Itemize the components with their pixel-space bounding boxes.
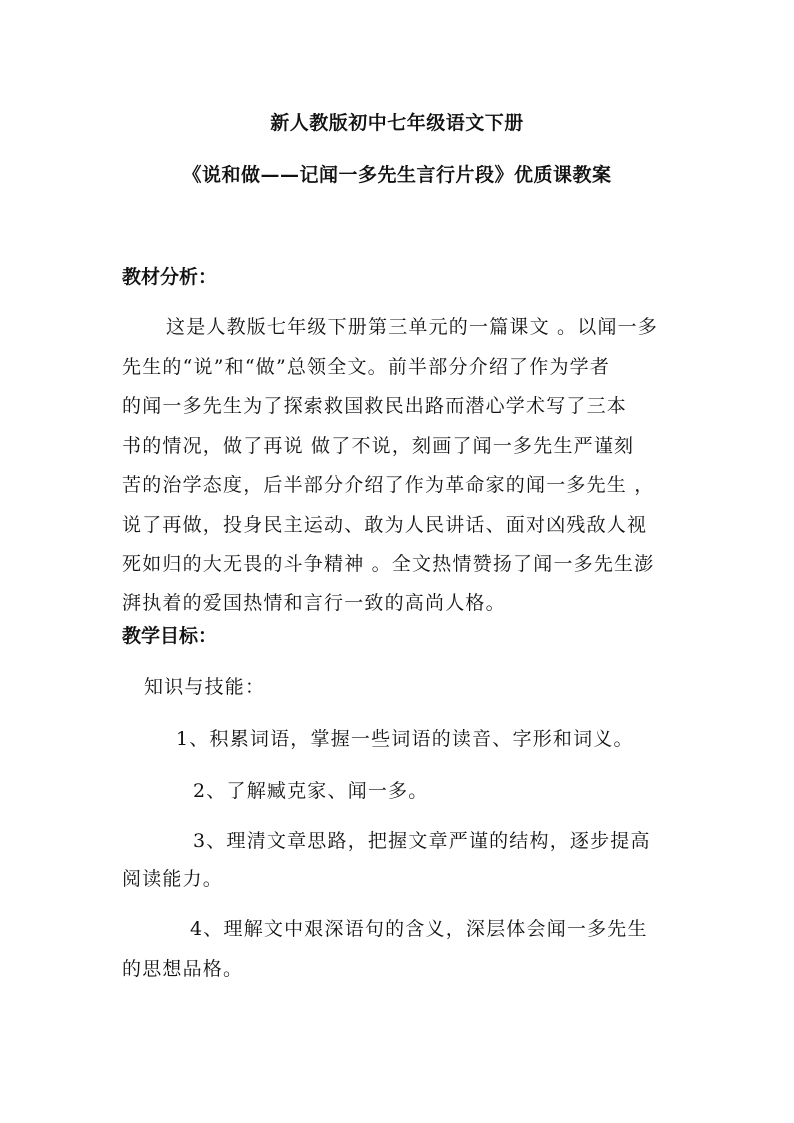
objective-item: 4、理解文中艰深语句的含义，深层体会闻一多先生 [190, 918, 648, 940]
objective-item: 2、了解臧克家、闻一多。 [193, 780, 429, 802]
paragraph-line: 说了再做，投身民主运动、敢为人民讲话、面对凶残敌人视 [122, 514, 648, 536]
document-title: 新人教版初中七年级语文下册 [270, 112, 524, 134]
paragraph-line: 书的情况，做了再说 做了不说，刻画了闻一多先生严谨刻 [122, 435, 635, 457]
paragraph-line: 苦的治学态度，后半部分介绍了作为革命家的闻一多先生 ， [122, 474, 655, 496]
paragraph-line: 湃执着的爱国热情和言行一致的高尚人格。 [122, 592, 506, 614]
subheading-knowledge-skills: 知识与技能： [144, 676, 266, 698]
section-heading-objectives: 教学目标： [122, 625, 218, 647]
paragraph-line: 这是人教版七年级下册第三单元的一篇课文 。以闻一多 [166, 316, 659, 338]
paragraph-line: 死如归的大无畏的斗争精神 。全文热情赞扬了闻一多先生澎 [122, 553, 655, 575]
objective-item: 3、理清文章思路，把握文章严谨的结构，逐步提高 [193, 830, 651, 852]
paragraph-line: 先生的“说”和“做”总领全文。前半部分介绍了作为学者 [122, 356, 611, 378]
document-subtitle: 《说和做——记闻一多先生言行片段》优质课教案 [182, 164, 612, 186]
section-heading-analysis: 教材分析： [122, 266, 218, 288]
objective-item: 1、积累词语，掌握一些词语的读音、字形和词义。 [176, 728, 634, 750]
paragraph-line: 的闻一多先生为了探索救国救民出路而潜心学术写了三本 [122, 395, 628, 417]
objective-item-continued: 的思想品格。 [122, 958, 244, 980]
objective-item-continued: 阅读能力。 [122, 868, 224, 890]
